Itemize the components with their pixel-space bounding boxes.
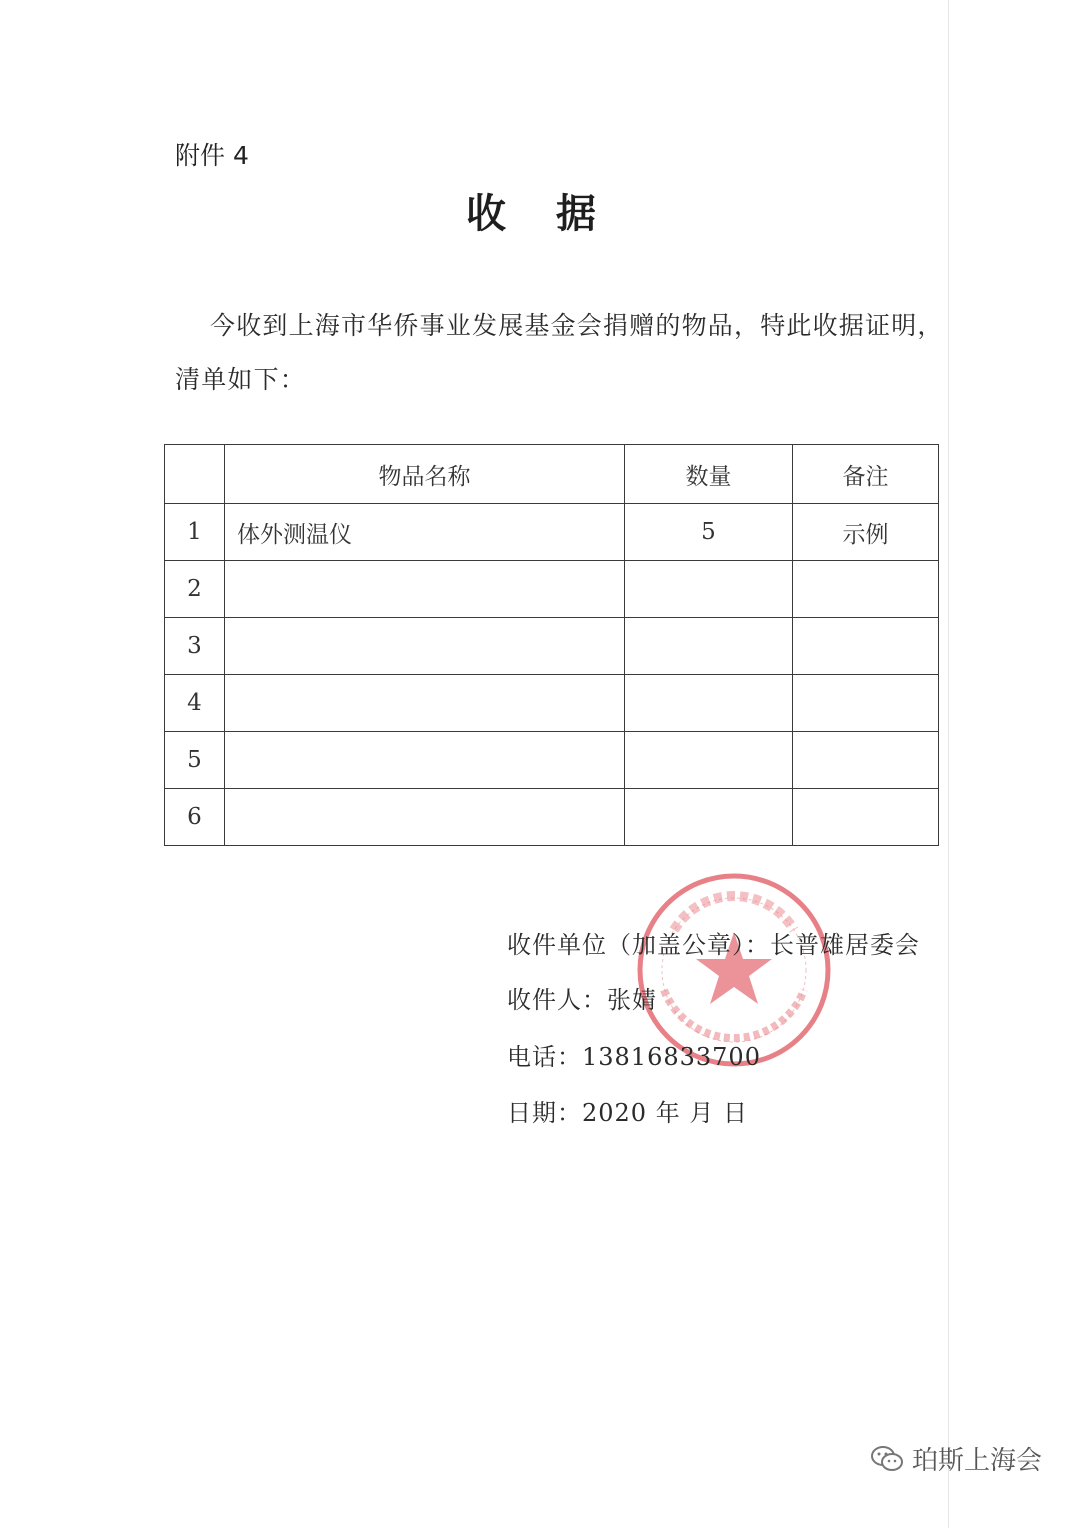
row-index: 5 [165, 732, 225, 789]
table-header-row [165, 445, 939, 504]
table-row [165, 789, 939, 846]
watermark [870, 1440, 1042, 1477]
receiver-date: 日期：2020 年 月 日 [507, 1099, 748, 1127]
body-text-line-2: 清单如下： [175, 365, 307, 394]
table-row [165, 675, 939, 732]
table-row [165, 618, 939, 675]
row-index: 2 [165, 561, 225, 618]
row-quantity [625, 561, 793, 618]
row-item-name [225, 561, 625, 618]
table-row [165, 504, 939, 561]
attachment-label: 附件 4 [175, 141, 249, 170]
row-note [793, 618, 939, 675]
header-item-name: 物品名称 [225, 445, 625, 504]
row-quantity [625, 618, 793, 675]
header-note: 备注 [793, 445, 939, 504]
wechat-icon [870, 1444, 904, 1474]
row-item-name [225, 618, 625, 675]
table-row [165, 732, 939, 789]
row-quantity [625, 732, 793, 789]
row-item-name [225, 675, 625, 732]
row-quantity [625, 675, 793, 732]
receiver-phone: 电话：13816833700 [507, 1043, 761, 1071]
row-item-name: 体外测温仪 [225, 504, 625, 561]
receiver-unit: 收件单位（加盖公章）：长普雄居委会 [507, 931, 920, 959]
row-index: 4 [165, 675, 225, 732]
row-note [793, 561, 939, 618]
row-note: 示例 [793, 504, 939, 561]
row-note [793, 789, 939, 846]
body-text-line-1: 今收到上海市华侨事业发展基金会捐赠的物品，特此收据证明， [210, 311, 944, 340]
row-index: 1 [165, 504, 225, 561]
header-quantity: 数量 [625, 445, 793, 504]
row-note [793, 675, 939, 732]
table-row [165, 561, 939, 618]
document-title: 收 据 [466, 191, 614, 237]
watermark-text: 珀斯上海会 [912, 1446, 1043, 1476]
items-table [164, 444, 939, 846]
row-index: 6 [165, 789, 225, 846]
header-index [165, 445, 225, 504]
row-item-name [225, 732, 625, 789]
row-quantity: 5 [625, 504, 793, 561]
row-note [793, 732, 939, 789]
row-index: 3 [165, 618, 225, 675]
row-quantity [625, 789, 793, 846]
receiver-person: 收件人：张婧 [507, 986, 657, 1014]
row-item-name [225, 789, 625, 846]
